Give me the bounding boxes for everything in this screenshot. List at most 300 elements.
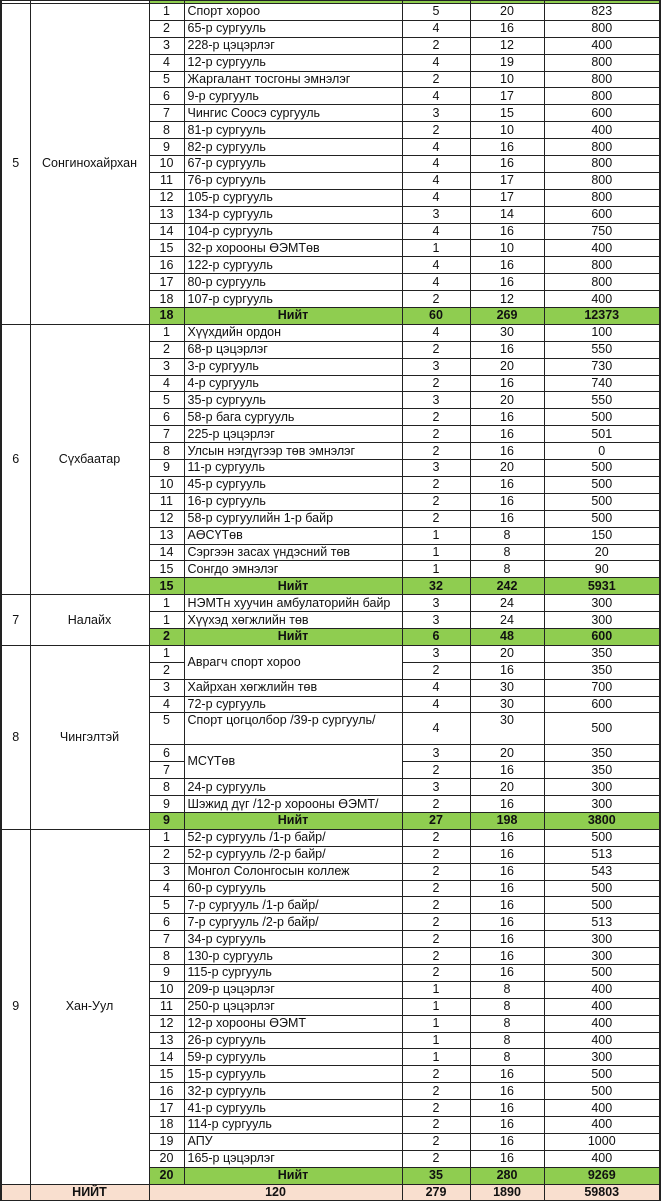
facility-name: 34-р сургууль bbox=[184, 931, 402, 948]
row-number: 12 bbox=[149, 510, 184, 527]
facility-name: 52-р сургууль /1-р байр/ bbox=[184, 829, 402, 846]
value-c: 100 bbox=[544, 324, 660, 341]
value-c: 740 bbox=[544, 375, 660, 392]
value-a: 1 bbox=[402, 1049, 470, 1066]
value-a: 4 bbox=[402, 713, 470, 745]
value-c: 1000 bbox=[544, 1133, 660, 1150]
facility-name: 7-р сургууль /1-р байр/ bbox=[184, 897, 402, 914]
value-c: 350 bbox=[544, 745, 660, 762]
value-a: 1 bbox=[402, 1032, 470, 1049]
value-a: 2 bbox=[402, 1150, 470, 1167]
subtotal-b: 242 bbox=[470, 578, 544, 595]
row-number: 6 bbox=[149, 914, 184, 931]
district-number: 9 bbox=[1, 829, 30, 1184]
grand-total-blank bbox=[1, 1184, 30, 1201]
table-row bbox=[1, 829, 660, 846]
value-c: 300 bbox=[544, 779, 660, 796]
facility-name: 58-р бага сургууль bbox=[184, 409, 402, 426]
value-a: 3 bbox=[402, 392, 470, 409]
value-b: 19 bbox=[470, 54, 544, 71]
value-a: 2 bbox=[402, 1117, 470, 1134]
value-a: 4 bbox=[402, 696, 470, 713]
value-a: 3 bbox=[402, 460, 470, 477]
row-number: 1 bbox=[149, 595, 184, 612]
value-a: 2 bbox=[402, 426, 470, 443]
value-b: 30 bbox=[470, 696, 544, 713]
value-a: 2 bbox=[402, 291, 470, 308]
value-a: 2 bbox=[402, 796, 470, 813]
facility-name: 209-р цэцэрлэг bbox=[184, 981, 402, 998]
value-c: 500 bbox=[544, 493, 660, 510]
table-row bbox=[1, 324, 660, 341]
value-a: 4 bbox=[402, 172, 470, 189]
value-b: 17 bbox=[470, 88, 544, 105]
value-c: 800 bbox=[544, 88, 660, 105]
row-number: 11 bbox=[149, 493, 184, 510]
value-b: 16 bbox=[470, 1100, 544, 1117]
facility-name: 15-р сургууль bbox=[184, 1066, 402, 1083]
row-number: 17 bbox=[149, 1100, 184, 1117]
facility-name: 228-р цэцэрлэг bbox=[184, 37, 402, 54]
subtotal-c: 5931 bbox=[544, 578, 660, 595]
row-number: 12 bbox=[149, 1015, 184, 1032]
value-c: 350 bbox=[544, 645, 660, 662]
value-c: 600 bbox=[544, 206, 660, 223]
value-a: 3 bbox=[402, 105, 470, 122]
facility-name: 3-р сургууль bbox=[184, 358, 402, 375]
facility-name: 115-р сургууль bbox=[184, 964, 402, 981]
value-c: 600 bbox=[544, 105, 660, 122]
row-number: 5 bbox=[149, 713, 184, 745]
row-number: 4 bbox=[149, 54, 184, 71]
value-b: 16 bbox=[470, 156, 544, 173]
facility-name: 114-р сургууль bbox=[184, 1117, 402, 1134]
subtotal-label: Нийт bbox=[184, 628, 402, 645]
value-a: 4 bbox=[402, 223, 470, 240]
table-body bbox=[1, 1, 660, 1201]
value-c: 150 bbox=[544, 527, 660, 544]
grand-total-a: 279 bbox=[402, 1184, 470, 1201]
value-a: 2 bbox=[402, 443, 470, 460]
facility-name: 24-р сургууль bbox=[184, 779, 402, 796]
value-b: 8 bbox=[470, 1049, 544, 1066]
value-b: 10 bbox=[470, 240, 544, 257]
value-b: 16 bbox=[470, 493, 544, 510]
row-number: 6 bbox=[149, 88, 184, 105]
facility-name: 12-р сургууль bbox=[184, 54, 402, 71]
row-number: 14 bbox=[149, 544, 184, 561]
facility-name: Хүүхэд хөгжлийн төв bbox=[184, 612, 402, 629]
facility-name: 35-р сургууль bbox=[184, 392, 402, 409]
value-c: 600 bbox=[544, 696, 660, 713]
table-row bbox=[1, 595, 660, 612]
row-number: 2 bbox=[149, 20, 184, 37]
row-number: 10 bbox=[149, 476, 184, 493]
value-b: 8 bbox=[470, 981, 544, 998]
value-a: 1 bbox=[402, 998, 470, 1015]
value-b: 16 bbox=[470, 829, 544, 846]
value-c: 500 bbox=[544, 880, 660, 897]
value-a: 2 bbox=[402, 914, 470, 931]
value-a: 1 bbox=[402, 981, 470, 998]
value-a: 2 bbox=[402, 493, 470, 510]
value-b: 16 bbox=[470, 1083, 544, 1100]
facility-name: 122-р сургууль bbox=[184, 257, 402, 274]
row-number: 18 bbox=[149, 291, 184, 308]
value-c: 513 bbox=[544, 846, 660, 863]
value-b: 16 bbox=[470, 931, 544, 948]
facility-name: 52-р сургууль /2-р байр/ bbox=[184, 846, 402, 863]
value-a: 2 bbox=[402, 964, 470, 981]
subtotal-c: 12373 bbox=[544, 308, 660, 325]
facility-name: 9-р сургууль bbox=[184, 88, 402, 105]
facility-name: 26-р сургууль bbox=[184, 1032, 402, 1049]
value-a: 4 bbox=[402, 679, 470, 696]
value-b: 16 bbox=[470, 139, 544, 156]
subtotal-count: 18 bbox=[149, 308, 184, 325]
grand-total-b: 1890 bbox=[470, 1184, 544, 1201]
district-number: 6 bbox=[1, 324, 30, 594]
value-c: 513 bbox=[544, 914, 660, 931]
subtotal-a: 32 bbox=[402, 578, 470, 595]
facility-name: 81-р сургууль bbox=[184, 122, 402, 139]
value-c: 500 bbox=[544, 409, 660, 426]
value-c: 400 bbox=[544, 122, 660, 139]
facility-name: 134-р сургууль bbox=[184, 206, 402, 223]
value-b: 8 bbox=[470, 561, 544, 578]
value-a: 2 bbox=[402, 1083, 470, 1100]
district-number: 7 bbox=[1, 595, 30, 646]
subtotal-label: Нийт bbox=[184, 1167, 402, 1184]
value-a: 2 bbox=[402, 375, 470, 392]
row-number: 3 bbox=[149, 679, 184, 696]
value-a: 2 bbox=[402, 897, 470, 914]
value-b: 16 bbox=[470, 1066, 544, 1083]
facility-name: Хүүхдийн ордон bbox=[184, 324, 402, 341]
value-c: 400 bbox=[544, 291, 660, 308]
value-a: 4 bbox=[402, 139, 470, 156]
value-a: 4 bbox=[402, 88, 470, 105]
value-c: 400 bbox=[544, 1100, 660, 1117]
grand-total-row bbox=[1, 1184, 660, 1201]
row-number: 16 bbox=[149, 257, 184, 274]
value-c: 300 bbox=[544, 931, 660, 948]
row-number: 14 bbox=[149, 223, 184, 240]
value-a: 1 bbox=[402, 561, 470, 578]
value-a: 1 bbox=[402, 240, 470, 257]
value-c: 400 bbox=[544, 240, 660, 257]
district-number: 5 bbox=[1, 4, 30, 325]
facility-name: 60-р сургууль bbox=[184, 880, 402, 897]
value-a: 2 bbox=[402, 662, 470, 679]
value-b: 20 bbox=[470, 779, 544, 796]
value-b: 16 bbox=[470, 1133, 544, 1150]
value-c: 800 bbox=[544, 257, 660, 274]
subtotal-a: 27 bbox=[402, 812, 470, 829]
value-c: 501 bbox=[544, 426, 660, 443]
value-b: 16 bbox=[470, 223, 544, 240]
value-b: 16 bbox=[470, 948, 544, 965]
row-number: 14 bbox=[149, 1049, 184, 1066]
value-c: 350 bbox=[544, 762, 660, 779]
district-name: Чингэлтэй bbox=[30, 645, 149, 829]
value-c: 800 bbox=[544, 274, 660, 291]
row-number: 4 bbox=[149, 696, 184, 713]
value-b: 16 bbox=[470, 846, 544, 863]
value-c: 400 bbox=[544, 1150, 660, 1167]
row-number: 8 bbox=[149, 779, 184, 796]
value-c: 500 bbox=[544, 713, 660, 745]
row-number: 8 bbox=[149, 948, 184, 965]
value-b: 30 bbox=[470, 679, 544, 696]
value-a: 5 bbox=[402, 4, 470, 21]
value-b: 12 bbox=[470, 291, 544, 308]
facility-name: 4-р сургууль bbox=[184, 375, 402, 392]
value-c: 500 bbox=[544, 1066, 660, 1083]
facility-name: Жаргалант тосгоны эмнэлэг bbox=[184, 71, 402, 88]
row-number: 10 bbox=[149, 981, 184, 998]
row-number: 7 bbox=[149, 105, 184, 122]
subtotal-count: 9 bbox=[149, 812, 184, 829]
row-number: 13 bbox=[149, 1032, 184, 1049]
value-a: 2 bbox=[402, 846, 470, 863]
facility-name: 59-р сургууль bbox=[184, 1049, 402, 1066]
value-b: 8 bbox=[470, 998, 544, 1015]
facility-name: 80-р сургууль bbox=[184, 274, 402, 291]
facility-name: 130-р сургууль bbox=[184, 948, 402, 965]
row-number: 3 bbox=[149, 863, 184, 880]
subtotal-a: 6 bbox=[402, 628, 470, 645]
facility-name: 82-р сургууль bbox=[184, 139, 402, 156]
subtotal-b: 48 bbox=[470, 628, 544, 645]
value-c: 800 bbox=[544, 54, 660, 71]
value-a: 4 bbox=[402, 257, 470, 274]
value-a: 2 bbox=[402, 476, 470, 493]
value-c: 400 bbox=[544, 1032, 660, 1049]
facility-name: 11-р сургууль bbox=[184, 460, 402, 477]
row-number: 4 bbox=[149, 375, 184, 392]
subtotal-c: 3800 bbox=[544, 812, 660, 829]
value-c: 730 bbox=[544, 358, 660, 375]
value-b: 16 bbox=[470, 341, 544, 358]
table-row bbox=[1, 645, 660, 662]
subtotal-a: 35 bbox=[402, 1167, 470, 1184]
row-number: 10 bbox=[149, 156, 184, 173]
value-c: 500 bbox=[544, 510, 660, 527]
row-number: 13 bbox=[149, 206, 184, 223]
value-a: 1 bbox=[402, 544, 470, 561]
facility-name: 45-р сургууль bbox=[184, 476, 402, 493]
value-b: 16 bbox=[470, 375, 544, 392]
row-number: 3 bbox=[149, 37, 184, 54]
district-name: Сүхбаатар bbox=[30, 324, 149, 594]
facility-name: Спорт цогцолбор /39-р сургууль/ bbox=[184, 713, 402, 745]
facility-name: Сонгдо эмнэлэг bbox=[184, 561, 402, 578]
facility-name: 7-р сургууль /2-р байр/ bbox=[184, 914, 402, 931]
value-b: 12 bbox=[470, 37, 544, 54]
value-a: 3 bbox=[402, 206, 470, 223]
subtotal-a: 60 bbox=[402, 308, 470, 325]
value-a: 3 bbox=[402, 358, 470, 375]
facility-name: 104-р сургууль bbox=[184, 223, 402, 240]
row-number: 18 bbox=[149, 1117, 184, 1134]
value-c: 400 bbox=[544, 998, 660, 1015]
facility-name: 67-р сургууль bbox=[184, 156, 402, 173]
facility-name: АПУ bbox=[184, 1133, 402, 1150]
facility-name: 58-р сургуулийн 1-р байр bbox=[184, 510, 402, 527]
value-a: 4 bbox=[402, 156, 470, 173]
facility-name: Чингис Соосэ сургууль bbox=[184, 105, 402, 122]
row-number: 1 bbox=[149, 829, 184, 846]
row-number: 15 bbox=[149, 1066, 184, 1083]
value-c: 550 bbox=[544, 341, 660, 358]
facility-name: 32-р сургууль bbox=[184, 1083, 402, 1100]
value-b: 16 bbox=[470, 1150, 544, 1167]
value-b: 16 bbox=[470, 20, 544, 37]
value-c: 0 bbox=[544, 443, 660, 460]
value-b: 24 bbox=[470, 595, 544, 612]
row-number: 6 bbox=[149, 409, 184, 426]
value-b: 20 bbox=[470, 460, 544, 477]
facility-name: Аврагч спорт хороо bbox=[184, 645, 402, 679]
value-b: 14 bbox=[470, 206, 544, 223]
value-c: 500 bbox=[544, 897, 660, 914]
row-number: 19 bbox=[149, 1133, 184, 1150]
row-number: 6 bbox=[149, 745, 184, 762]
value-b: 16 bbox=[470, 762, 544, 779]
value-c: 550 bbox=[544, 392, 660, 409]
value-c: 300 bbox=[544, 948, 660, 965]
value-b: 16 bbox=[470, 1117, 544, 1134]
value-a: 2 bbox=[402, 122, 470, 139]
subtotal-b: 269 bbox=[470, 308, 544, 325]
row-number: 5 bbox=[149, 897, 184, 914]
value-a: 2 bbox=[402, 948, 470, 965]
row-number: 15 bbox=[149, 561, 184, 578]
facility-name: Монгол Солонгосын коллеж bbox=[184, 863, 402, 880]
subtotal-count: 2 bbox=[149, 628, 184, 645]
value-a: 2 bbox=[402, 510, 470, 527]
value-c: 500 bbox=[544, 1083, 660, 1100]
value-b: 30 bbox=[470, 713, 544, 745]
subtotal-count: 15 bbox=[149, 578, 184, 595]
row-number: 8 bbox=[149, 443, 184, 460]
subtotal-c: 600 bbox=[544, 628, 660, 645]
row-number: 11 bbox=[149, 172, 184, 189]
subtotal-label: Нийт bbox=[184, 812, 402, 829]
value-a: 2 bbox=[402, 341, 470, 358]
facility-name: МСҮТөв bbox=[184, 745, 402, 779]
value-a: 3 bbox=[402, 745, 470, 762]
value-b: 16 bbox=[470, 476, 544, 493]
value-c: 500 bbox=[544, 964, 660, 981]
facility-name: Сэргээн засах үндэсний төв bbox=[184, 544, 402, 561]
value-b: 16 bbox=[470, 863, 544, 880]
value-c: 800 bbox=[544, 189, 660, 206]
facility-name: 250-р цэцэрлэг bbox=[184, 998, 402, 1015]
value-a: 3 bbox=[402, 779, 470, 796]
value-b: 16 bbox=[470, 257, 544, 274]
value-c: 300 bbox=[544, 612, 660, 629]
subtotal-count: 20 bbox=[149, 1167, 184, 1184]
facility-name: 65-р сургууль bbox=[184, 20, 402, 37]
value-c: 700 bbox=[544, 679, 660, 696]
value-c: 90 bbox=[544, 561, 660, 578]
value-b: 20 bbox=[470, 392, 544, 409]
value-a: 3 bbox=[402, 595, 470, 612]
row-number: 17 bbox=[149, 274, 184, 291]
value-a: 2 bbox=[402, 762, 470, 779]
row-number: 1 bbox=[149, 324, 184, 341]
district-name: Хан-Уул bbox=[30, 829, 149, 1184]
value-c: 300 bbox=[544, 595, 660, 612]
subtotal-c: 9269 bbox=[544, 1167, 660, 1184]
district-name: Сонгинохайрхан bbox=[30, 4, 149, 325]
value-a: 2 bbox=[402, 931, 470, 948]
value-a: 2 bbox=[402, 1066, 470, 1083]
value-c: 800 bbox=[544, 172, 660, 189]
value-c: 350 bbox=[544, 662, 660, 679]
facility-name: 32-р хорооны ӨЭМТөв bbox=[184, 240, 402, 257]
value-b: 30 bbox=[470, 324, 544, 341]
value-c: 400 bbox=[544, 37, 660, 54]
facility-name: 76-р сургууль bbox=[184, 172, 402, 189]
facility-name: 16-р сургууль bbox=[184, 493, 402, 510]
row-number: 16 bbox=[149, 1083, 184, 1100]
value-a: 2 bbox=[402, 1133, 470, 1150]
value-b: 16 bbox=[470, 880, 544, 897]
facility-name: АӨСҮТөв bbox=[184, 527, 402, 544]
grand-total-label: НИЙТ bbox=[30, 1184, 149, 1201]
row-number: 13 bbox=[149, 527, 184, 544]
value-b: 20 bbox=[470, 645, 544, 662]
value-a: 4 bbox=[402, 324, 470, 341]
value-b: 20 bbox=[470, 358, 544, 375]
subtotal-label: Нийт bbox=[184, 578, 402, 595]
value-c: 500 bbox=[544, 476, 660, 493]
facility-name: 72-р сургууль bbox=[184, 696, 402, 713]
value-c: 800 bbox=[544, 71, 660, 88]
value-b: 16 bbox=[470, 964, 544, 981]
facility-name: Улсын нэгдүгээр төв эмнэлэг bbox=[184, 443, 402, 460]
value-b: 16 bbox=[470, 426, 544, 443]
district-number: 8 bbox=[1, 645, 30, 829]
value-a: 2 bbox=[402, 409, 470, 426]
value-b: 10 bbox=[470, 122, 544, 139]
value-b: 16 bbox=[470, 662, 544, 679]
value-c: 823 bbox=[544, 4, 660, 21]
row-number: 3 bbox=[149, 358, 184, 375]
row-number: 4 bbox=[149, 880, 184, 897]
value-c: 20 bbox=[544, 544, 660, 561]
value-b: 15 bbox=[470, 105, 544, 122]
facility-name: НЭМТн хуучин амбулаторийн байр bbox=[184, 595, 402, 612]
value-b: 8 bbox=[470, 1032, 544, 1049]
value-b: 8 bbox=[470, 544, 544, 561]
row-number: 5 bbox=[149, 71, 184, 88]
value-c: 500 bbox=[544, 829, 660, 846]
value-b: 8 bbox=[470, 1015, 544, 1032]
grand-total-count: 120 bbox=[149, 1184, 402, 1201]
facility-name: Шэжид дүг /12-р хорооны ӨЭМТ/ bbox=[184, 796, 402, 813]
value-c: 300 bbox=[544, 796, 660, 813]
value-c: 800 bbox=[544, 20, 660, 37]
value-a: 4 bbox=[402, 274, 470, 291]
row-number: 8 bbox=[149, 122, 184, 139]
value-a: 4 bbox=[402, 54, 470, 71]
row-number: 2 bbox=[149, 846, 184, 863]
facility-name: 225-р цэцэрлэг bbox=[184, 426, 402, 443]
